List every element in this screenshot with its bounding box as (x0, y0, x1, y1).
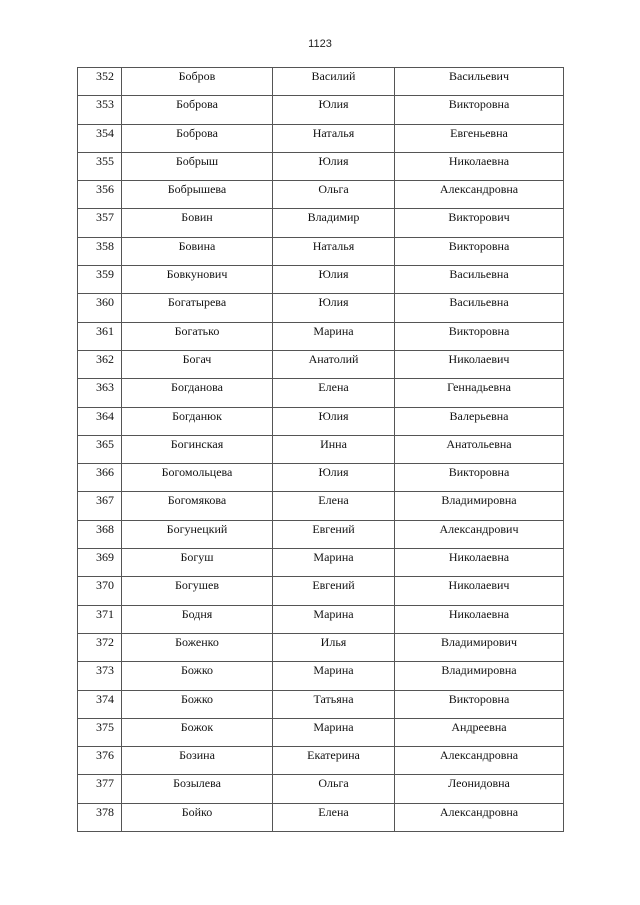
patronymic-cell (395, 294, 564, 322)
patronymic-cell (395, 549, 564, 577)
patronymic-cell-text: Владимировна (441, 493, 517, 508)
first-name-cell-text: Марина (313, 719, 354, 734)
row-number-cell (78, 181, 122, 209)
first-name-cell (273, 294, 395, 322)
last-name-cell (122, 209, 273, 237)
last-name-cell (122, 803, 273, 831)
row-number-cell-text: 373 (96, 663, 114, 678)
last-name-cell-text: Бовин (181, 210, 213, 225)
table-row (78, 520, 564, 548)
row-number-cell-text: 363 (96, 380, 114, 395)
patronymic-cell (395, 520, 564, 548)
patronymic-cell (395, 633, 564, 661)
row-number-cell-text: 364 (96, 408, 114, 423)
row-number-cell-text: 372 (96, 634, 114, 649)
patronymic-cell (395, 237, 564, 265)
last-name-cell (122, 435, 273, 463)
first-name-cell-text: Ольга (318, 776, 349, 791)
last-name-cell (122, 322, 273, 350)
first-name-cell (273, 350, 395, 378)
row-number-cell (78, 435, 122, 463)
table-row (78, 803, 564, 831)
row-number-cell (78, 803, 122, 831)
first-name-cell (273, 549, 395, 577)
row-number-cell (78, 152, 122, 180)
last-name-cell-text: Богатырева (167, 295, 227, 310)
row-number-cell-text: 377 (96, 776, 114, 791)
first-name-cell (273, 718, 395, 746)
first-name-cell (273, 68, 395, 96)
first-name-cell (273, 407, 395, 435)
patronymic-cell (395, 577, 564, 605)
last-name-cell-text: Божко (180, 691, 214, 706)
last-name-cell-text: Бобров (178, 69, 216, 83)
table-row (78, 237, 564, 265)
first-name-cell-text: Юлия (318, 97, 349, 112)
row-number-cell-text: 352 (96, 69, 114, 83)
first-name-cell (273, 747, 395, 775)
last-name-cell (122, 747, 273, 775)
first-name-cell (273, 577, 395, 605)
row-number-cell-text: 366 (96, 465, 114, 480)
first-name-cell-text: Юлия (318, 408, 349, 423)
last-name-cell (122, 68, 273, 96)
row-number-cell (78, 124, 122, 152)
first-name-cell (273, 237, 395, 265)
patronymic-cell-text: Васильевна (449, 267, 509, 282)
row-number-cell (78, 690, 122, 718)
last-name-cell (122, 577, 273, 605)
last-name-cell (122, 549, 273, 577)
last-name-cell-text: Богунецкий (166, 521, 228, 536)
patronymic-cell (395, 96, 564, 124)
patronymic-cell (395, 464, 564, 492)
first-name-cell (273, 605, 395, 633)
first-name-cell-text: Юлия (318, 465, 349, 480)
row-number-cell (78, 68, 122, 96)
last-name-cell-text: Бозина (179, 748, 215, 763)
last-name-cell (122, 605, 273, 633)
row-number-cell-text: 358 (96, 238, 114, 253)
patronymic-cell (395, 68, 564, 96)
first-name-cell-text: Инна (320, 436, 347, 451)
row-number-cell (78, 294, 122, 322)
last-name-cell (122, 464, 273, 492)
row-number-cell (78, 464, 122, 492)
first-name-cell-text: Василий (311, 69, 356, 83)
row-number-cell (78, 266, 122, 294)
patronymic-cell-text: Викторовна (448, 238, 510, 253)
patronymic-cell (395, 124, 564, 152)
patronymic-cell-text: Геннадьевна (447, 380, 511, 395)
last-name-cell (122, 775, 273, 803)
first-name-cell (273, 152, 395, 180)
first-name-cell-text: Марина (313, 663, 354, 678)
table-row (78, 379, 564, 407)
last-name-cell-text: Богуш (180, 550, 214, 565)
first-name-cell-text: Владимир (307, 210, 360, 225)
row-number-cell (78, 577, 122, 605)
page-number: 1123 (308, 38, 332, 50)
first-name-cell-text: Елена (318, 493, 349, 508)
patronymic-cell (395, 407, 564, 435)
row-number-cell-text: 355 (96, 153, 114, 168)
patronymic-cell (395, 266, 564, 294)
row-number-cell-text: 375 (96, 719, 114, 734)
row-number-cell-text: 367 (96, 493, 114, 508)
row-number-cell-text: 354 (96, 125, 114, 140)
last-name-cell (122, 181, 273, 209)
patronymic-cell-text: Викторович (448, 210, 510, 225)
patronymic-cell (395, 322, 564, 350)
first-name-cell-text: Юлия (318, 267, 349, 282)
table-row (78, 718, 564, 746)
patronymic-cell-text: Александровна (439, 748, 519, 763)
patronymic-cell-text: Евгеньевна (450, 125, 508, 140)
table-row (78, 492, 564, 520)
patronymic-cell-text: Николаевич (448, 578, 510, 593)
row-number-cell (78, 775, 122, 803)
first-name-cell (273, 322, 395, 350)
first-name-cell-text: Елена (318, 804, 349, 819)
last-name-cell (122, 718, 273, 746)
last-name-cell-text: Бозылева (173, 776, 221, 791)
last-name-cell-text: Богушев (174, 578, 220, 593)
table-row (78, 68, 564, 96)
patronymic-cell (395, 209, 564, 237)
row-number-cell-text: 360 (96, 295, 114, 310)
last-name-cell-text: Бобрышева (167, 182, 227, 197)
table-row (78, 181, 564, 209)
last-name-cell-text: Божко (180, 663, 214, 678)
row-number-cell (78, 549, 122, 577)
patronymic-cell (395, 747, 564, 775)
patronymic-cell (395, 775, 564, 803)
patronymic-cell-text: Николаевна (448, 153, 510, 168)
row-number-cell (78, 322, 122, 350)
patronymic-cell-text: Александровна (439, 182, 519, 197)
row-number-cell (78, 520, 122, 548)
table-row (78, 633, 564, 661)
last-name-cell (122, 407, 273, 435)
first-name-cell (273, 435, 395, 463)
first-name-cell-text: Татьяна (313, 691, 354, 706)
patronymic-cell-text: Александрович (439, 521, 519, 536)
first-name-cell (273, 633, 395, 661)
patronymic-cell-text: Викторовна (448, 97, 510, 112)
first-name-cell-text: Елена (318, 380, 349, 395)
last-name-cell-text: Богданова (171, 380, 223, 395)
patronymic-cell-text: Николаевна (448, 550, 510, 565)
first-name-cell-text: Евгений (312, 578, 355, 593)
first-name-cell-text: Юлия (318, 153, 349, 168)
last-name-cell-text: Бовкунович (166, 267, 228, 282)
table-row (78, 577, 564, 605)
row-number-cell-text: 368 (96, 521, 114, 536)
table-row (78, 322, 564, 350)
last-name-cell (122, 633, 273, 661)
first-name-cell-text: Анатолий (308, 351, 359, 366)
patronymic-cell-text: Васильевна (449, 295, 509, 310)
table-row (78, 407, 564, 435)
last-name-cell-text: Богинская (170, 436, 224, 451)
roster-table (77, 67, 564, 832)
last-name-cell-text: Бойко (181, 804, 213, 819)
last-name-cell-text: Боброва (176, 125, 218, 140)
last-name-cell (122, 152, 273, 180)
row-number-cell (78, 662, 122, 690)
last-name-cell-text: Богомякова (167, 493, 227, 508)
last-name-cell-text: Боженко (175, 634, 219, 649)
table-row (78, 96, 564, 124)
first-name-cell-text: Екатерина (307, 748, 360, 763)
last-name-cell (122, 266, 273, 294)
first-name-cell (273, 181, 395, 209)
row-number-cell (78, 237, 122, 265)
row-number-cell-text: 365 (96, 436, 114, 451)
table-row (78, 152, 564, 180)
row-number-cell-text: 357 (96, 210, 114, 225)
patronymic-cell (395, 435, 564, 463)
last-name-cell-text: Богомольцева (161, 465, 233, 480)
last-name-cell (122, 492, 273, 520)
last-name-cell (122, 96, 273, 124)
patronymic-cell-text: Николаевна (448, 606, 510, 621)
patronymic-cell-text: Викторовна (448, 465, 510, 480)
patronymic-cell-text: Владимировна (441, 663, 517, 678)
last-name-cell-text: Богач (182, 351, 212, 366)
first-name-cell (273, 124, 395, 152)
table-row (78, 690, 564, 718)
roster-body (78, 68, 564, 832)
last-name-cell (122, 350, 273, 378)
table-row (78, 549, 564, 577)
last-name-cell-text: Боброва (176, 97, 218, 112)
row-number-cell (78, 633, 122, 661)
row-number-cell-text: 353 (96, 97, 114, 112)
first-name-cell-text: Юлия (318, 295, 349, 310)
last-name-cell-text: Богданюк (172, 408, 222, 423)
patronymic-cell-text: Викторовна (448, 323, 510, 338)
table-row (78, 662, 564, 690)
first-name-cell-text: Илья (320, 634, 347, 649)
first-name-cell-text: Евгений (312, 521, 355, 536)
first-name-cell-text: Наталья (312, 238, 355, 253)
row-number-cell (78, 605, 122, 633)
first-name-cell (273, 464, 395, 492)
table-row (78, 209, 564, 237)
patronymic-cell (395, 662, 564, 690)
table-row (78, 350, 564, 378)
row-number-cell (78, 718, 122, 746)
row-number-cell (78, 379, 122, 407)
row-number-cell-text: 359 (96, 267, 114, 282)
first-name-cell-text: Наталья (312, 125, 355, 140)
last-name-cell (122, 690, 273, 718)
last-name-cell-text: Бодня (181, 606, 213, 621)
patronymic-cell (395, 181, 564, 209)
first-name-cell-text: Марина (313, 550, 354, 565)
table-row (78, 124, 564, 152)
first-name-cell (273, 690, 395, 718)
row-number-cell (78, 350, 122, 378)
patronymic-cell-text: Леонидовна (448, 776, 510, 791)
last-name-cell (122, 379, 273, 407)
first-name-cell-text: Марина (313, 323, 354, 338)
last-name-cell (122, 237, 273, 265)
last-name-cell-text: Бовина (178, 238, 216, 253)
patronymic-cell-text: Николаевич (448, 351, 510, 366)
table-row (78, 605, 564, 633)
patronymic-cell (395, 379, 564, 407)
patronymic-cell-text: Викторовна (448, 691, 510, 706)
table-row (78, 747, 564, 775)
patronymic-cell-text: Васильевич (449, 69, 509, 83)
first-name-cell (273, 209, 395, 237)
patronymic-cell (395, 152, 564, 180)
patronymic-cell (395, 492, 564, 520)
row-number-cell-text: 378 (96, 804, 114, 819)
row-number-cell (78, 96, 122, 124)
first-name-cell (273, 662, 395, 690)
first-name-cell (273, 492, 395, 520)
first-name-cell-text: Марина (313, 606, 354, 621)
row-number-cell-text: 362 (96, 351, 114, 366)
row-number-cell-text: 369 (96, 550, 114, 565)
patronymic-cell (395, 605, 564, 633)
first-name-cell-text: Ольга (318, 182, 349, 197)
patronymic-cell (395, 718, 564, 746)
table-row (78, 464, 564, 492)
last-name-cell (122, 294, 273, 322)
table-row (78, 775, 564, 803)
last-name-cell (122, 662, 273, 690)
table-row (78, 266, 564, 294)
patronymic-cell (395, 803, 564, 831)
row-number-cell-text: 371 (96, 606, 114, 621)
row-number-cell (78, 209, 122, 237)
row-number-cell-text: 356 (96, 182, 114, 197)
patronymic-cell-text: Александровна (439, 804, 519, 819)
first-name-cell (273, 96, 395, 124)
first-name-cell (273, 379, 395, 407)
row-number-cell-text: 376 (96, 748, 114, 763)
last-name-cell-text: Божок (180, 719, 214, 734)
patronymic-cell (395, 350, 564, 378)
first-name-cell (273, 520, 395, 548)
first-name-cell (273, 266, 395, 294)
row-number-cell-text: 361 (96, 323, 114, 338)
first-name-cell (273, 775, 395, 803)
patronymic-cell (395, 690, 564, 718)
patronymic-cell-text: Анатольевна (446, 436, 512, 451)
row-number-cell-text: 374 (96, 691, 114, 706)
row-number-cell (78, 492, 122, 520)
row-number-cell (78, 407, 122, 435)
patronymic-cell-text: Владимирович (441, 634, 517, 649)
last-name-cell (122, 520, 273, 548)
table-row (78, 435, 564, 463)
last-name-cell-text: Богатько (174, 323, 220, 338)
last-name-cell (122, 124, 273, 152)
row-number-cell (78, 747, 122, 775)
first-name-cell (273, 803, 395, 831)
row-number-cell-text: 370 (96, 578, 114, 593)
last-name-cell-text: Бобрыш (175, 153, 219, 168)
patronymic-cell-text: Валерьевна (449, 408, 509, 423)
patronymic-cell-text: Андреевна (451, 719, 507, 734)
table-row (78, 294, 564, 322)
